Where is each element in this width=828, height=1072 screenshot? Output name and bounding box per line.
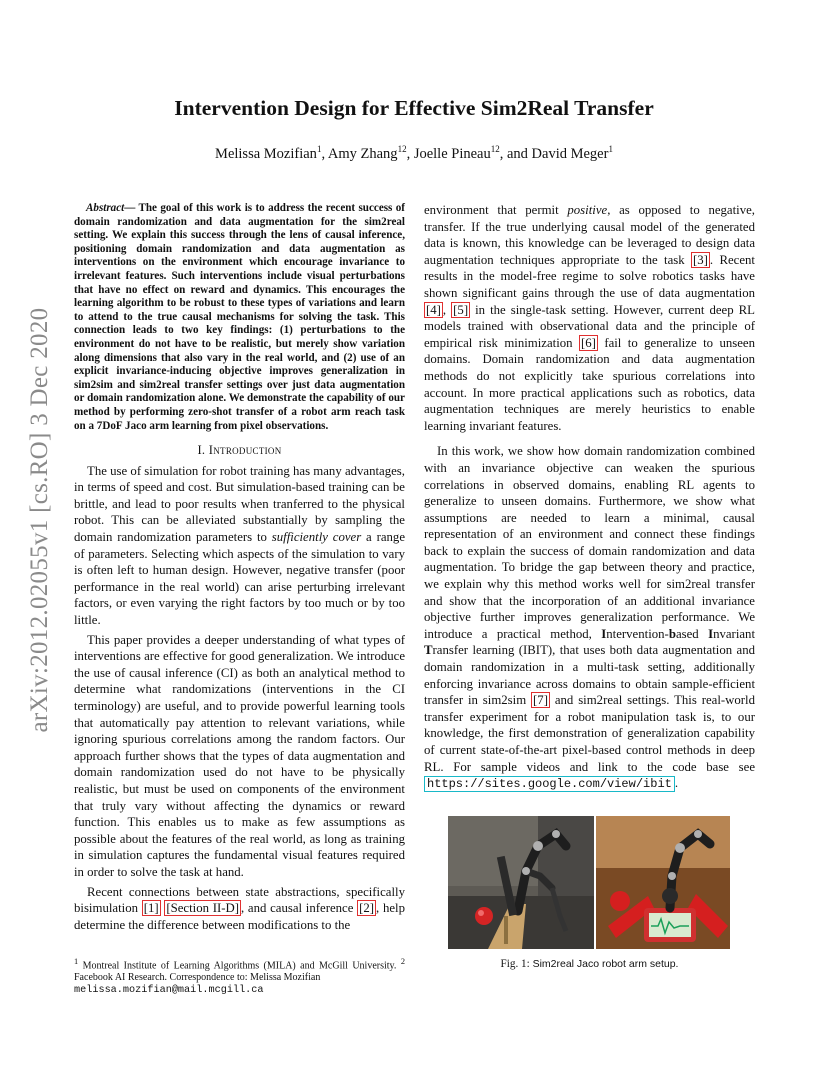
intro-paragraph-continued (424, 202, 755, 434)
left-column (74, 202, 405, 936)
intro-paragraph-contributions (424, 443, 755, 792)
contact-email[interactable]: melissa.mozifian@mail.mcgill.ca (74, 985, 264, 997)
author: Amy Zhang (327, 145, 398, 162)
paragraph-text: ntervention- (606, 626, 669, 641)
paragraph-text: Recent connections between state abstractions, specifically bisimulation (74, 884, 405, 916)
citation-link[interactable]: [6] (580, 335, 596, 350)
paragraph-text: ransfer learning (IBIT), that uses both data augmentation and domain randomization in a multi-task setting, additionally enforcing invariance across domains to obtain sample-efficient transfer in sim2sim (424, 643, 755, 708)
citation-link[interactable]: [1] (143, 901, 159, 916)
intro-paragraph-3 (74, 884, 405, 934)
author-affiliation: 1 (316, 144, 322, 154)
footnote-text: Montreal Institute of Learning Algorithms (MILA) and McGill University. (78, 960, 401, 972)
abstract-label: Abstract (86, 202, 125, 214)
paragraph-text: a range of parameters. Selecting which aspects of the simulation to vary is often left to human design. However, negative transfer (poor performance in the real world) can arise perturbing irrelevant factors, or even varying the right factors by too much or by too little. (74, 530, 405, 628)
paragraph-text: and sim2real settings. This real-world transfer experiment for a robot manipulation task is, to our knowledge, the first demonstration of generalization capability of current state-of-the-art pixel-based control methods in deep RL. For sample videos and link to the code base see (424, 693, 755, 774)
acronym-letter: I (708, 626, 714, 641)
paragraph-text: environment that permit (424, 203, 568, 217)
acronym-letter: T (424, 643, 433, 658)
author: Melissa Mozifian (215, 145, 317, 162)
acronym-letter: b (668, 626, 676, 641)
abstract-text: The goal of this work is to address the recent success of domain randomization and data augmentation for the sim2real setting. We explain this success through the lens of causal inference, positioning domain randomization and data augmentation as interventions on the environment which encourage invariance to irrelevant features. Such interventions include visual perturbations that have no effect on reward and dynamics. This encourages the learning algorithm to be robust to these types of variations and learn to attend to the true causal mechanisms for solving the task. This connection leads to two key findings: (1) perturbations to the environment do not have to be realistic, but merely show variation along dimensions that also vary in the real world, and (2) use of an explicit invariance-inducing objective improves generalization in sim2sim and sim2real transfer settings over just data augmentation or domain randomization alone. We demonstrate the capability of our method by performing zero-shot transfer of a robot arm reach task on a 7DoF Jaco arm learning from pixel observations. (74, 202, 405, 432)
figure-label: Fig. 1: (500, 958, 530, 970)
arxiv-id-text: arXiv:2012.02055v1 [cs.RO] 3 Dec 2020 (26, 307, 53, 733)
paragraph-text: This paper provides a deeper understanding of what types of interventions are effective for good generalization. We introduce the use of causal inference (CI) as both an analytical method to determine what randomizations (interventions in the CI terminology) are useful, and to provide powerful learning tools that automatically pay attention to relevant variations, while ignoring spurious correlations among the random factors. Our approach further shows that the types of data augmentation and domain randomization used do not have to be physically realistic, but must be used on components of the environment that truly vary without affecting the dynamics or reward function. This enables us to make as few assumptions as possible about the features of the real world, as long as training in simulation captures the fundamental visual features required in order to solve the task at hand. (74, 632, 405, 879)
arxiv-sidebar-stamp (20, 290, 60, 750)
paragraph-text: ased (675, 626, 709, 641)
paragraph-text: fail to generalize to unseen domains. Domain randomization and data augmentation methods do not explicitly take spurious correlations into account. In more practical applications such as robotics, data augmentation techniques are merely heuristics to enable learning invariant features. (424, 335, 756, 433)
paragraph-text: , (442, 302, 452, 317)
paragraph-text: . Recent results in the model-free regime to solve robotics tasks have shown significant gains through the use of data augmentation (424, 252, 755, 300)
footnote (74, 956, 405, 997)
figure-caption (424, 958, 755, 970)
author: Joelle Pineau (413, 145, 491, 162)
author-affiliation: 12 (490, 144, 500, 154)
intro-paragraph-1 (74, 463, 405, 629)
paragraph-text: . (674, 776, 679, 791)
paper-title: Intervention Design for Effective Sim2Real Transfer (174, 96, 654, 120)
author-separator: , (321, 145, 328, 162)
paragraph-text: in the single-task setting. However, current deep RL models trained with observational data and the principle of empirical risk minimization (424, 302, 755, 350)
footnote-marker: 2 (400, 957, 405, 966)
right-column (424, 202, 755, 796)
paragraph-text: , as opposed to negative, transfer. If the true underlying causal model of the generated data is known, this knowledge can be leveraged to design data augmentation techniques appropriate to the task (424, 203, 755, 267)
paragraph-text: The use of simulation for robot training has many advantages, in terms of speed and cost. But simulation-based training can be brittle, and lead to poor results when tranferred to the physical robot. This can be alleviated substantially by sampling the domain randomization parameters to (74, 463, 405, 545)
figure-robot-setup (448, 816, 730, 949)
citation-link[interactable]: [3] (692, 252, 708, 267)
section-cross-reference-link[interactable]: [Section II-D] (166, 901, 239, 916)
author-separator: , and (499, 145, 532, 162)
real-robot-photo (448, 816, 594, 949)
author-list (0, 144, 828, 163)
section-heading-introduction: I. Introduction (197, 443, 282, 458)
abstract-dash: — (124, 202, 139, 214)
intro-paragraph-2 (74, 632, 405, 881)
emphasis-text: positive (567, 203, 608, 217)
simulated-robot-render (596, 816, 730, 949)
robot-arm-photos (448, 816, 730, 949)
paragraph-text: , help determine the difference between modifications to the (74, 901, 405, 932)
citation-link[interactable]: [7] (533, 693, 548, 708)
paragraph-text: In this work, we show how domain randomization combined with an invariance objective can weaken the spurious correlations in observed domains, enabling RL agents to generalize to unseen domains. Furthermore, we show what assumptions are needed to learn a minimal, causal representation of an environment and connect these findings back to explain the success of domain randomization and data augmentation. To bridge the gap between theory and practice, we explain why this method works well for sim2real transfer and show that the incorporation of an additional invariance objective further improves generalization performance. We introduce a practical method, (424, 444, 755, 641)
project-url-link[interactable]: https://sites.google.com/view/ibit (424, 776, 675, 792)
citation-link[interactable]: [4] (426, 302, 441, 317)
citation-link[interactable]: [5] (453, 302, 469, 317)
author-affiliation: 12 (397, 144, 407, 154)
paragraph-text: , and causal inference (241, 901, 358, 916)
figure-caption-text: Sim2real Jaco robot arm setup. (532, 958, 679, 970)
author-separator: , (406, 145, 414, 162)
paragraph-text: nvariant (713, 626, 756, 641)
author: David Meger (531, 145, 609, 162)
emphasis-text: sufficiently cover (271, 530, 362, 545)
citation-link[interactable]: [2] (359, 901, 375, 916)
acronym-letter: I (601, 626, 607, 641)
abstract (74, 202, 405, 433)
footnote-text: Facebook AI Research. Correspondence to: Melissa Mozifian (74, 972, 321, 984)
author-affiliation: 1 (608, 144, 613, 154)
footnote-marker: 1 (74, 957, 79, 966)
